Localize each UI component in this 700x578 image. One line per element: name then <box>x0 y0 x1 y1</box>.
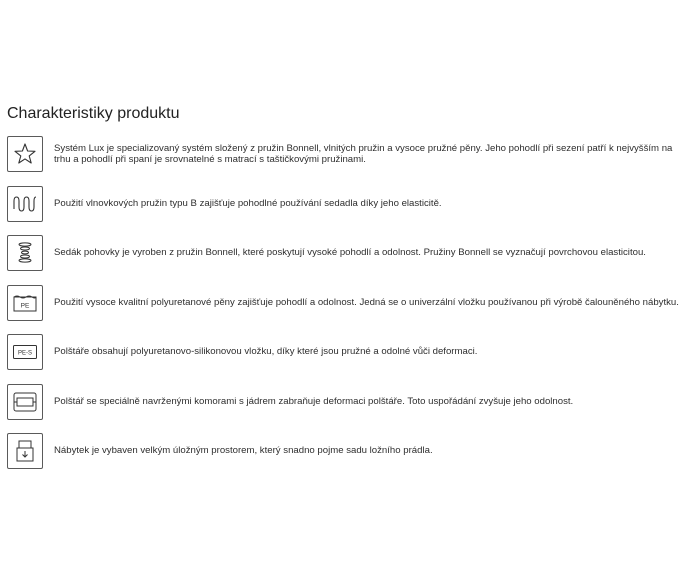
feature-text: Nábytek je vybaven velkým úložným prostorem, který snadno pojme sadu ložního prádla. <box>54 445 433 457</box>
feature-text: Polštáře obsahují polyuretanovo-silikonovou vložku, díky které jsou pružné a odolné vůči deformaci. <box>54 346 478 358</box>
feature-item-lux-system <box>7 135 697 173</box>
feature-text: Polštář se speciálně navrženými komorami s jádrem zabraňuje deformaci polštáře. Toto uspořádání zvyšuje jeho odolnost. <box>54 395 574 407</box>
feature-item-storage <box>7 432 697 470</box>
feature-text: Použití vlnovkových pružin typu B zajišťuje pohodlné používání sedadla díky jeho elasticitě. <box>54 197 442 209</box>
pe-foam-icon <box>7 285 43 321</box>
feature-item-bonnell-springs <box>7 234 697 272</box>
feature-text: Systém Lux je specializovaný systém složený z pružin Bonnell, vlnitých pružin a vysoce pružné pěny. Jeho pohodlí při sezení patří k nejvyšším na trhu a pohodlí při spaní je srovnatelné s matrací s taštičkovými pružinami. <box>54 142 673 165</box>
pe-silicone-icon-label: PE-S <box>17 350 33 357</box>
product-characteristics-section <box>7 104 697 482</box>
star-icon <box>7 136 43 172</box>
feature-item-pe-foam <box>7 284 697 322</box>
pe-foam-icon-label: PE <box>20 302 30 309</box>
section-title: Charakteristiky produktu <box>7 105 180 122</box>
feature-item-chambered-cushion <box>7 383 697 421</box>
pe-silicone-icon <box>7 334 43 370</box>
feature-item-wave-springs <box>7 185 697 223</box>
bonnell-spring-icon <box>7 235 43 271</box>
wave-spring-icon <box>7 186 43 222</box>
feature-text: Sedák pohovky je vyroben z pružin Bonnell, které poskytují vysoké pohodlí a odolnost. Pružiny Bonnell se vyznačují povrchovou elasticitou. <box>54 247 646 259</box>
storage-box-icon <box>7 433 43 469</box>
chambered-cushion-icon <box>7 384 43 420</box>
feature-text: Použití vysoce kvalitní polyuretanové pěny zajišťuje pohodlí a odolnost. Jedná se o univerzální vložku používanou při výrobě čalouněného nábytku. <box>54 296 679 308</box>
feature-item-pe-silicone <box>7 333 697 371</box>
